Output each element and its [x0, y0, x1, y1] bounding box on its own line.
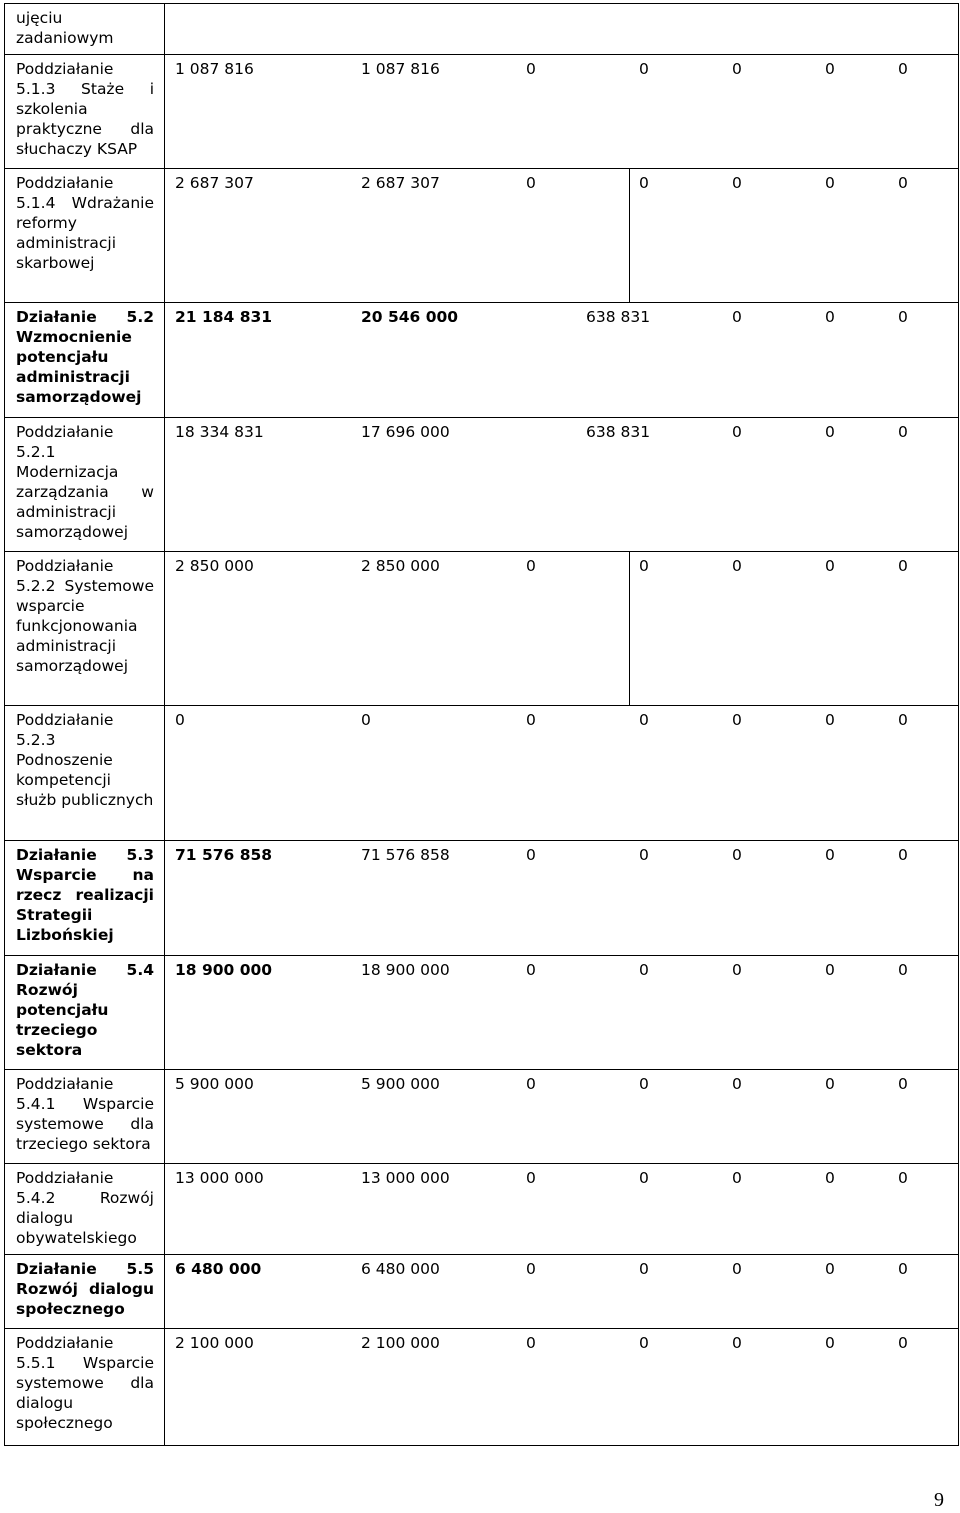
- value-cell: 0: [732, 174, 742, 192]
- value-cell: 0: [732, 846, 742, 864]
- value-cell: 20 546 000: [361, 308, 459, 326]
- table-row: [5, 841, 959, 956]
- column-divider: [629, 169, 630, 302]
- row-label-cell: [5, 303, 165, 418]
- row-label-cell: [5, 169, 165, 303]
- row-label: Działanie 5.2 Wzmocnienie potencjału administracji samorządowej: [16, 308, 154, 406]
- value-cell: 0: [639, 961, 649, 979]
- value-cell: 0: [825, 557, 835, 575]
- value-cell: 2 850 000: [361, 557, 440, 575]
- row-label: Działanie 5.4 Rozwój potencjału trzeciego sektora: [16, 961, 154, 1059]
- value-cell: 0: [898, 711, 908, 729]
- value-cell: 0: [898, 423, 908, 441]
- row-label-cell: [5, 552, 165, 706]
- table-row: [5, 169, 959, 303]
- value-cell: 0: [898, 308, 908, 326]
- value-cell: 0: [526, 711, 536, 729]
- page-number: 9: [934, 1489, 944, 1511]
- row-values-cell: [165, 706, 959, 841]
- row-values-cell: [165, 55, 959, 169]
- value-cell: 1 087 816: [175, 60, 254, 78]
- value-cell: 13 000 000: [175, 1169, 264, 1187]
- value-cell: 0: [526, 60, 536, 78]
- row-label-cell: [5, 1070, 165, 1164]
- row-label: Poddziałanie 5.4.1 Wsparcie systemowe dla trzeciego sektora: [16, 1075, 154, 1153]
- value-cell: 6 480 000: [175, 1260, 262, 1278]
- column-divider: [629, 552, 630, 705]
- value-cell: 2 687 307: [175, 174, 254, 192]
- value-cell: 0: [898, 846, 908, 864]
- value-cell: 0: [825, 846, 835, 864]
- value-cell: 21 184 831: [175, 308, 273, 326]
- row-label-cell: [5, 418, 165, 552]
- value-cell: 0: [825, 1075, 835, 1093]
- table-row: [5, 552, 959, 706]
- row-label-cell: [5, 1329, 165, 1446]
- value-cell: 0: [175, 711, 185, 729]
- value-cell: 0: [732, 711, 742, 729]
- table-row: [5, 1255, 959, 1329]
- row-values-cell: [165, 1329, 959, 1446]
- table-row: [5, 418, 959, 552]
- table-row: [5, 303, 959, 418]
- value-cell: 0: [526, 1169, 536, 1187]
- row-label: ujęciu zadaniowym: [16, 9, 114, 47]
- value-cell: 2 687 307: [361, 174, 440, 192]
- row-label: Działanie 5.5 Rozwój dialogu społecznego: [16, 1260, 154, 1318]
- value-cell: 0: [526, 961, 536, 979]
- value-cell: 71 576 858: [361, 846, 450, 864]
- row-label: Działanie 5.3 Wsparcie na rzecz realizacji Strategii Lizbońskiej: [16, 846, 154, 944]
- value-cell: 2 100 000: [361, 1334, 440, 1352]
- value-cell: 18 900 000: [361, 961, 450, 979]
- row-label: Poddziałanie 5.2.1 Modernizacja zarządzania w administracji samorządowej: [16, 423, 154, 541]
- value-cell: 0: [825, 1334, 835, 1352]
- value-cell: 0: [732, 1169, 742, 1187]
- table-row: [5, 706, 959, 841]
- row-label-cell: [5, 1255, 165, 1329]
- value-cell: 0: [732, 557, 742, 575]
- value-cell: 638 831: [586, 423, 651, 441]
- value-cell: 2 850 000: [175, 557, 254, 575]
- row-label-cell: [5, 706, 165, 841]
- value-cell: 0: [526, 1075, 536, 1093]
- value-cell: 0: [898, 1260, 908, 1278]
- row-label-cell: [5, 956, 165, 1070]
- value-cell: 0: [639, 60, 649, 78]
- value-cell: 6 480 000: [361, 1260, 440, 1278]
- row-values-cell: [165, 1070, 959, 1164]
- row-values-cell: [165, 1255, 959, 1329]
- value-cell: 0: [526, 1260, 536, 1278]
- table-row: [5, 1164, 959, 1255]
- value-cell: 5 900 000: [361, 1075, 440, 1093]
- value-cell: 71 576 858: [175, 846, 273, 864]
- value-cell: 0: [732, 1075, 742, 1093]
- row-values-cell: [165, 1164, 959, 1255]
- value-cell: 0: [825, 711, 835, 729]
- value-cell: 0: [898, 1169, 908, 1187]
- value-cell: 0: [898, 174, 908, 192]
- value-cell: 0: [639, 1075, 649, 1093]
- value-cell: 0: [639, 557, 649, 575]
- value-cell: 0: [732, 961, 742, 979]
- value-cell: 0: [825, 60, 835, 78]
- value-cell: 0: [732, 1334, 742, 1352]
- row-values-cell: [165, 4, 959, 55]
- value-cell: 0: [825, 423, 835, 441]
- value-cell: 0: [639, 711, 649, 729]
- table-row: [5, 4, 959, 55]
- row-label: Poddziałanie 5.2.2 Systemowe wsparcie funkcjonowania administracji samorządowej: [16, 557, 154, 675]
- value-cell: 0: [526, 1334, 536, 1352]
- row-label-cell: [5, 841, 165, 956]
- value-cell: 0: [639, 1334, 649, 1352]
- row-values-cell: [165, 956, 959, 1070]
- value-cell: 18 334 831: [175, 423, 264, 441]
- value-cell: 0: [898, 961, 908, 979]
- value-cell: 0: [526, 174, 536, 192]
- value-cell: 0: [361, 711, 371, 729]
- table-row: [5, 55, 959, 169]
- value-cell: 1 087 816: [361, 60, 440, 78]
- row-values-cell: [165, 169, 959, 303]
- value-cell: 0: [639, 1260, 649, 1278]
- budget-table: [4, 3, 959, 1446]
- value-cell: 0: [825, 174, 835, 192]
- row-label: Poddziałanie 5.1.3 Staże i szkolenia praktyczne dla słuchaczy KSAP: [16, 60, 154, 158]
- value-cell: 2 100 000: [175, 1334, 254, 1352]
- table-row: [5, 1070, 959, 1164]
- value-cell: 0: [526, 846, 536, 864]
- table-row: [5, 956, 959, 1070]
- row-label: Poddziałanie 5.4.2 Rozwój dialogu obywatelskiego: [16, 1169, 154, 1247]
- table-body: [5, 4, 959, 1446]
- value-cell: 0: [898, 60, 908, 78]
- value-cell: 0: [898, 557, 908, 575]
- value-cell: 0: [732, 308, 742, 326]
- value-cell: 0: [825, 961, 835, 979]
- value-cell: 17 696 000: [361, 423, 450, 441]
- row-label-cell: [5, 1164, 165, 1255]
- value-cell: 0: [639, 846, 649, 864]
- value-cell: 0: [898, 1334, 908, 1352]
- value-cell: 18 900 000: [175, 961, 273, 979]
- value-cell: 638 831: [586, 308, 651, 326]
- value-cell: 0: [898, 1075, 908, 1093]
- value-cell: 0: [825, 1260, 835, 1278]
- row-label-cell: [5, 4, 165, 55]
- value-cell: 0: [526, 557, 536, 575]
- row-label: Poddziałanie 5.2.3 Podnoszenie kompetencji służb publicznych: [16, 711, 154, 809]
- value-cell: 0: [825, 308, 835, 326]
- row-values-cell: [165, 418, 959, 552]
- value-cell: 0: [639, 174, 649, 192]
- row-label: Poddziałanie 5.1.4 Wdrażanie reformy administracji skarbowej: [16, 174, 154, 272]
- row-label: Poddziałanie 5.5.1 Wsparcie systemowe dla dialogu społecznego: [16, 1334, 154, 1432]
- value-cell: 13 000 000: [361, 1169, 450, 1187]
- value-cell: 0: [732, 1260, 742, 1278]
- row-label-cell: [5, 55, 165, 169]
- row-values-cell: [165, 841, 959, 956]
- row-values-cell: [165, 552, 959, 706]
- table-row: [5, 1329, 959, 1446]
- value-cell: 0: [639, 1169, 649, 1187]
- value-cell: 5 900 000: [175, 1075, 254, 1093]
- row-values-cell: [165, 303, 959, 418]
- value-cell: 0: [732, 423, 742, 441]
- value-cell: 0: [825, 1169, 835, 1187]
- value-cell: 0: [732, 60, 742, 78]
